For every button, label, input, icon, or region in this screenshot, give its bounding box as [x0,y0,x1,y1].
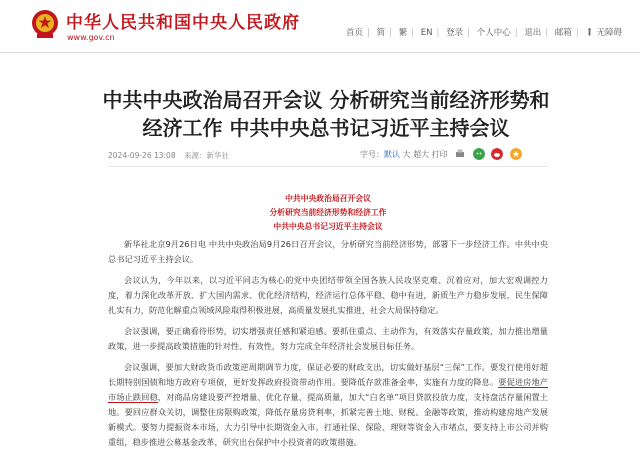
nav-accessibility[interactable]: 无障碍 [596,28,622,38]
article-meta [108,150,235,161]
paragraph-4 [108,360,548,450]
accessibility-icon [585,28,594,36]
nav-english[interactable]: EN [420,28,433,38]
print-button[interactable]: 打印 [431,150,448,159]
national-emblem-icon[interactable] [30,8,60,40]
publish-date: 2024-09-26 13:08 [108,151,176,160]
article-source: 来源：新华社 [183,151,229,160]
divider [108,166,548,167]
site-title[interactable]: 中华人民共和国中央人民政府 [66,13,300,33]
article-subheads [108,192,548,234]
top-nav: 首页 | 简 | 繁 | EN | 登录 | 个人中心 | 退出 | 邮箱 | 无障碍 [346,28,622,38]
print-icon[interactable] [454,148,466,160]
paragraph-4-start: 会议强调，要加大财政货币政策逆周期调节力度，保证必要的财政支出，切实做好基层“三保”工作。要发行使用好超长期特别国债和地方政府专项债，更好发挥政府投资带动作用。要降低存款准备金率，实施有力度的降息。 [108,362,548,387]
font-size-large[interactable]: 大 [402,150,411,159]
subhead-2: 分析研究当前经济形势和经济工作 [269,208,387,217]
weibo-share-icon[interactable] [491,148,503,160]
article-tools [360,148,522,160]
highlighted-text: 要促进房地产市场止跌回稳 [108,377,548,402]
nav-home[interactable]: 首页 [346,28,364,38]
nav-logout[interactable]: 退出 [524,28,542,38]
article-body [108,237,548,456]
paragraph-1: 新华社北京9月26日电 中共中央政治局9月26日召开会议，分析研究当前经济形势，部署下一步经济工作。中共中央总书记习近平主持会议。 [108,239,548,264]
nav-personal-center[interactable]: 个人中心 [476,28,511,38]
font-size-xlarge[interactable]: 超大 [413,150,430,159]
article-title: 中共中央政治局召开会议 分析研究当前经济形势和经济工作 中共中央总书记习近平主持会议 [102,88,550,140]
subhead-1: 中共中央政治局召开会议 [285,194,371,203]
font-size-label: 字号： [360,150,384,159]
paragraph-3: 会议强调，要正确看待形势，切实增强责任感和紧迫感。要抓住重点、主动作为，有效落实存量政策，加力推出增量政策，进一步提高政策措施的针对性、有效性，努力完成全年经济社会发展目标任务。 [108,326,548,351]
nav-mailbox[interactable]: 邮箱 [554,28,572,38]
paragraph-2: 会议认为，今年以来，以习近平同志为核心的党中央团结带领全国各族人民攻坚克难、沉着应对，加大宏观调控力度，着力深化改革开放、扩大国内需求、优化经济结构，经济运行总体平稳、稳中有进，新质生产力稳步发展，民生保障扎实有力，防范化解重点领域风险取得积极进展，高质量发展扎实推进，社会大局保持稳定。 [108,275,548,315]
wechat-share-icon[interactable] [473,148,485,160]
subhead-3: 中共中央总书记习近平主持会议 [273,222,383,231]
nav-traditional[interactable]: 繁 [398,28,408,38]
site-url: www.gov.cn [67,33,115,42]
paragraph-4-end: ，对商品房建设要严控增量、优化存量、提高质量，加大“白名单”项目贷款投放力度，支持盘活存量闲置土地。要回应群众关切，调整住房限购政策，降低存量房贷利率，抓紧完善土地、财税、金融等政策，推动构建房地产发展新模式。要努力提振资本市场，大力引导中长期资金入市，打通社保、保险、理财等资金入市堵点，要支持上市公司并购重组，稳步推进公募基金改革，研究出台保护中小投资者的政策措施。 [108,392,548,447]
qzone-share-icon[interactable] [510,148,522,160]
site-header [0,0,640,53]
font-size-default[interactable]: 默认 [384,150,400,159]
nav-simplified[interactable]: 简 [376,28,386,38]
nav-login[interactable]: 登录 [446,28,464,38]
